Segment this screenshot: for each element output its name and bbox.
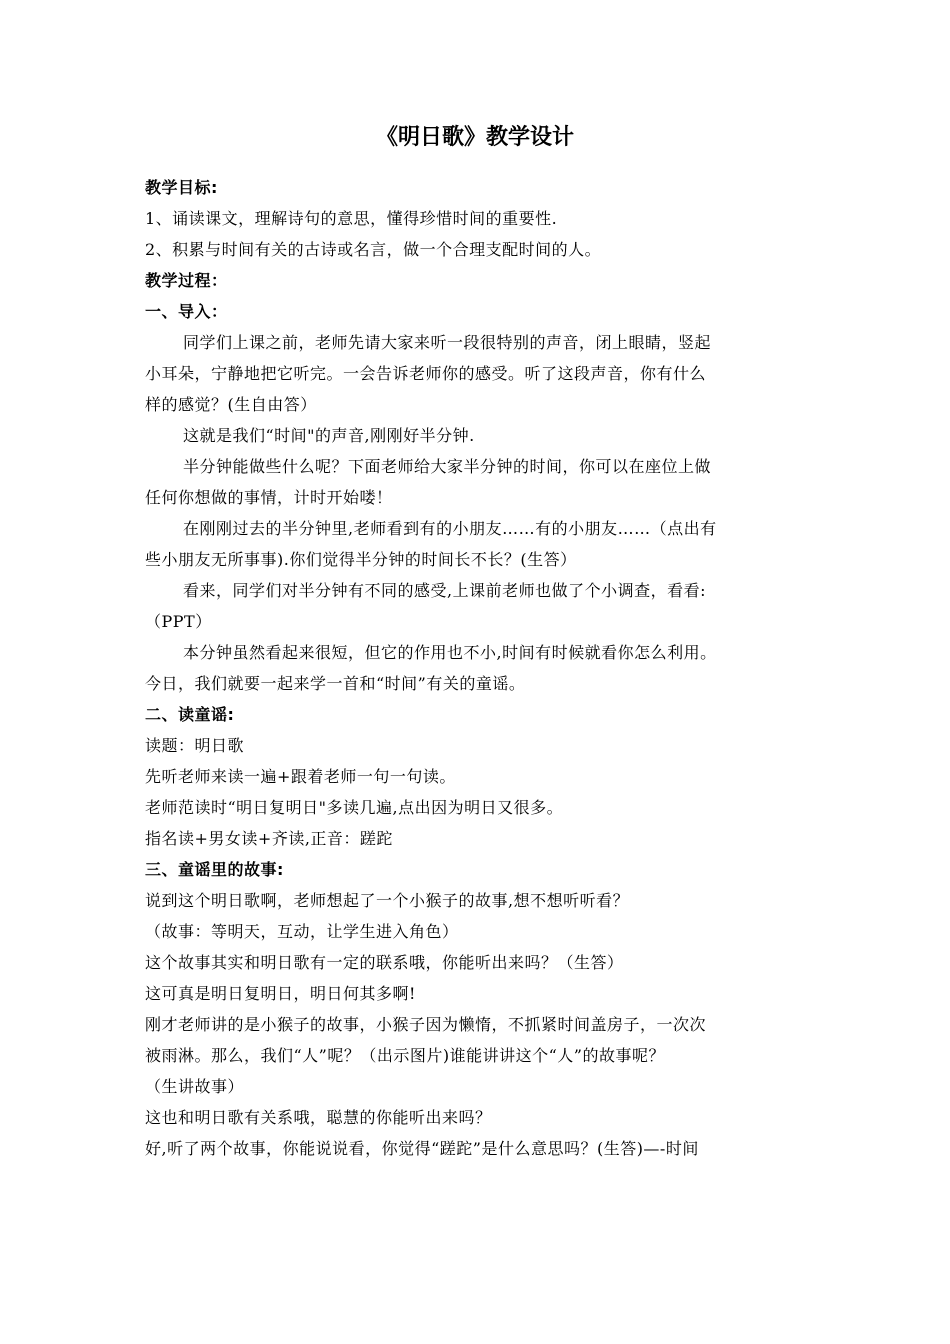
section-heading: 一、导入： [145,302,228,321]
paragraph-line: （PPT） [145,612,212,631]
paragraph-line: 说到这个明日歌啊，老师想起了一个小猴子的故事,想不想听听看？ [145,891,630,910]
paragraph-line: 些小朋友无所事事).你们觉得半分钟的时间长不长？(生答） [145,550,577,569]
paragraph-line: 指名读+男女读+齐读,正音：蹉跎 [145,829,393,848]
paragraph-line: 这个故事其实和明日歌有一定的联系哦，你能听出来吗？（生答） [145,953,624,972]
paragraph-line: 小耳朵，宁静地把它听完。一会告诉老师你的感受。听了这段声音，你有什么 [145,364,707,383]
paragraph-line: 老师范读时“明日复明日"多读几遍,点出因为明日又很多。 [145,798,564,817]
paragraph-line: （生讲故事） [145,1077,245,1096]
paragraph-line: （故事：等明天，互动，让学生进入角色） [145,922,459,941]
document-title: 《明日歌》教学设计 [375,125,574,150]
paragraph-line: 刚才老师讲的是小猴子的故事，小猴子因为懒惰，不抓紧时间盖房子，一次次 [145,1015,707,1034]
paragraph-line: 好,听了两个故事，你能说说看，你觉得“蹉跎”是什么意思吗？(生答)—-时间 [145,1139,699,1158]
paragraph-line: 读题：明日歌 [145,736,245,755]
paragraph-line: 同学们上课之前，老师先请大家来听一段很特别的声音，闭上眼睛，竖起 [183,333,712,352]
paragraph-line: 任何你想做的事情，计时开始喽！ [145,488,393,507]
paragraph-line: 本分钟虽然看起来很短，但它的作用也不小,时间有时候就看你怎么利用。 [183,643,717,662]
paragraph-line: 先听老师来读一遍+跟着老师一句一句读。 [145,767,456,786]
paragraph-line: 今日，我们就要一起来学一首和“时间”有关的童谣。 [145,674,526,693]
paragraph-line: 这就是我们“时间"的声音,刚刚好半分钟. [183,426,475,445]
paragraph-line: 被雨淋。那么，我们“人”呢？（出示图片)谁能讲讲这个“人”的故事呢？ [145,1046,665,1065]
section-heading: 教学过程： [145,271,228,290]
paragraph-line: 样的感觉？(生自由答） [145,395,317,414]
paragraph-line: 半分钟能做些什么呢？下面老师给大家半分钟的时间，你可以在座位上做 [183,457,712,476]
paragraph-line: 看来，同学们对半分钟有不同的感受,上课前老师也做了个小调查，看看: [183,581,706,600]
section-heading: 二、读童谣: [145,705,235,724]
section-heading: 三、童谣里的故事: [145,860,284,879]
document-body [145,172,810,1164]
paragraph-line: 这可真是明日复明日，明日何其多啊! [145,984,416,1003]
section-heading: 教学目标: [145,178,218,197]
paragraph-line: 在刚刚过去的半分钟里,老师看到有的小朋友……有的小朋友……（点出有 [183,519,717,538]
paragraph-line: 2、积累与时间有关的古诗或名言，做一个合理支配时间的人。 [145,240,602,259]
paragraph-line: 这也和明日歌有关系哦，聪慧的你能听出来吗？ [145,1108,492,1127]
paragraph-line: 1、诵读课文，理解诗句的意思，懂得珍惜时间的重要性. [145,209,558,228]
